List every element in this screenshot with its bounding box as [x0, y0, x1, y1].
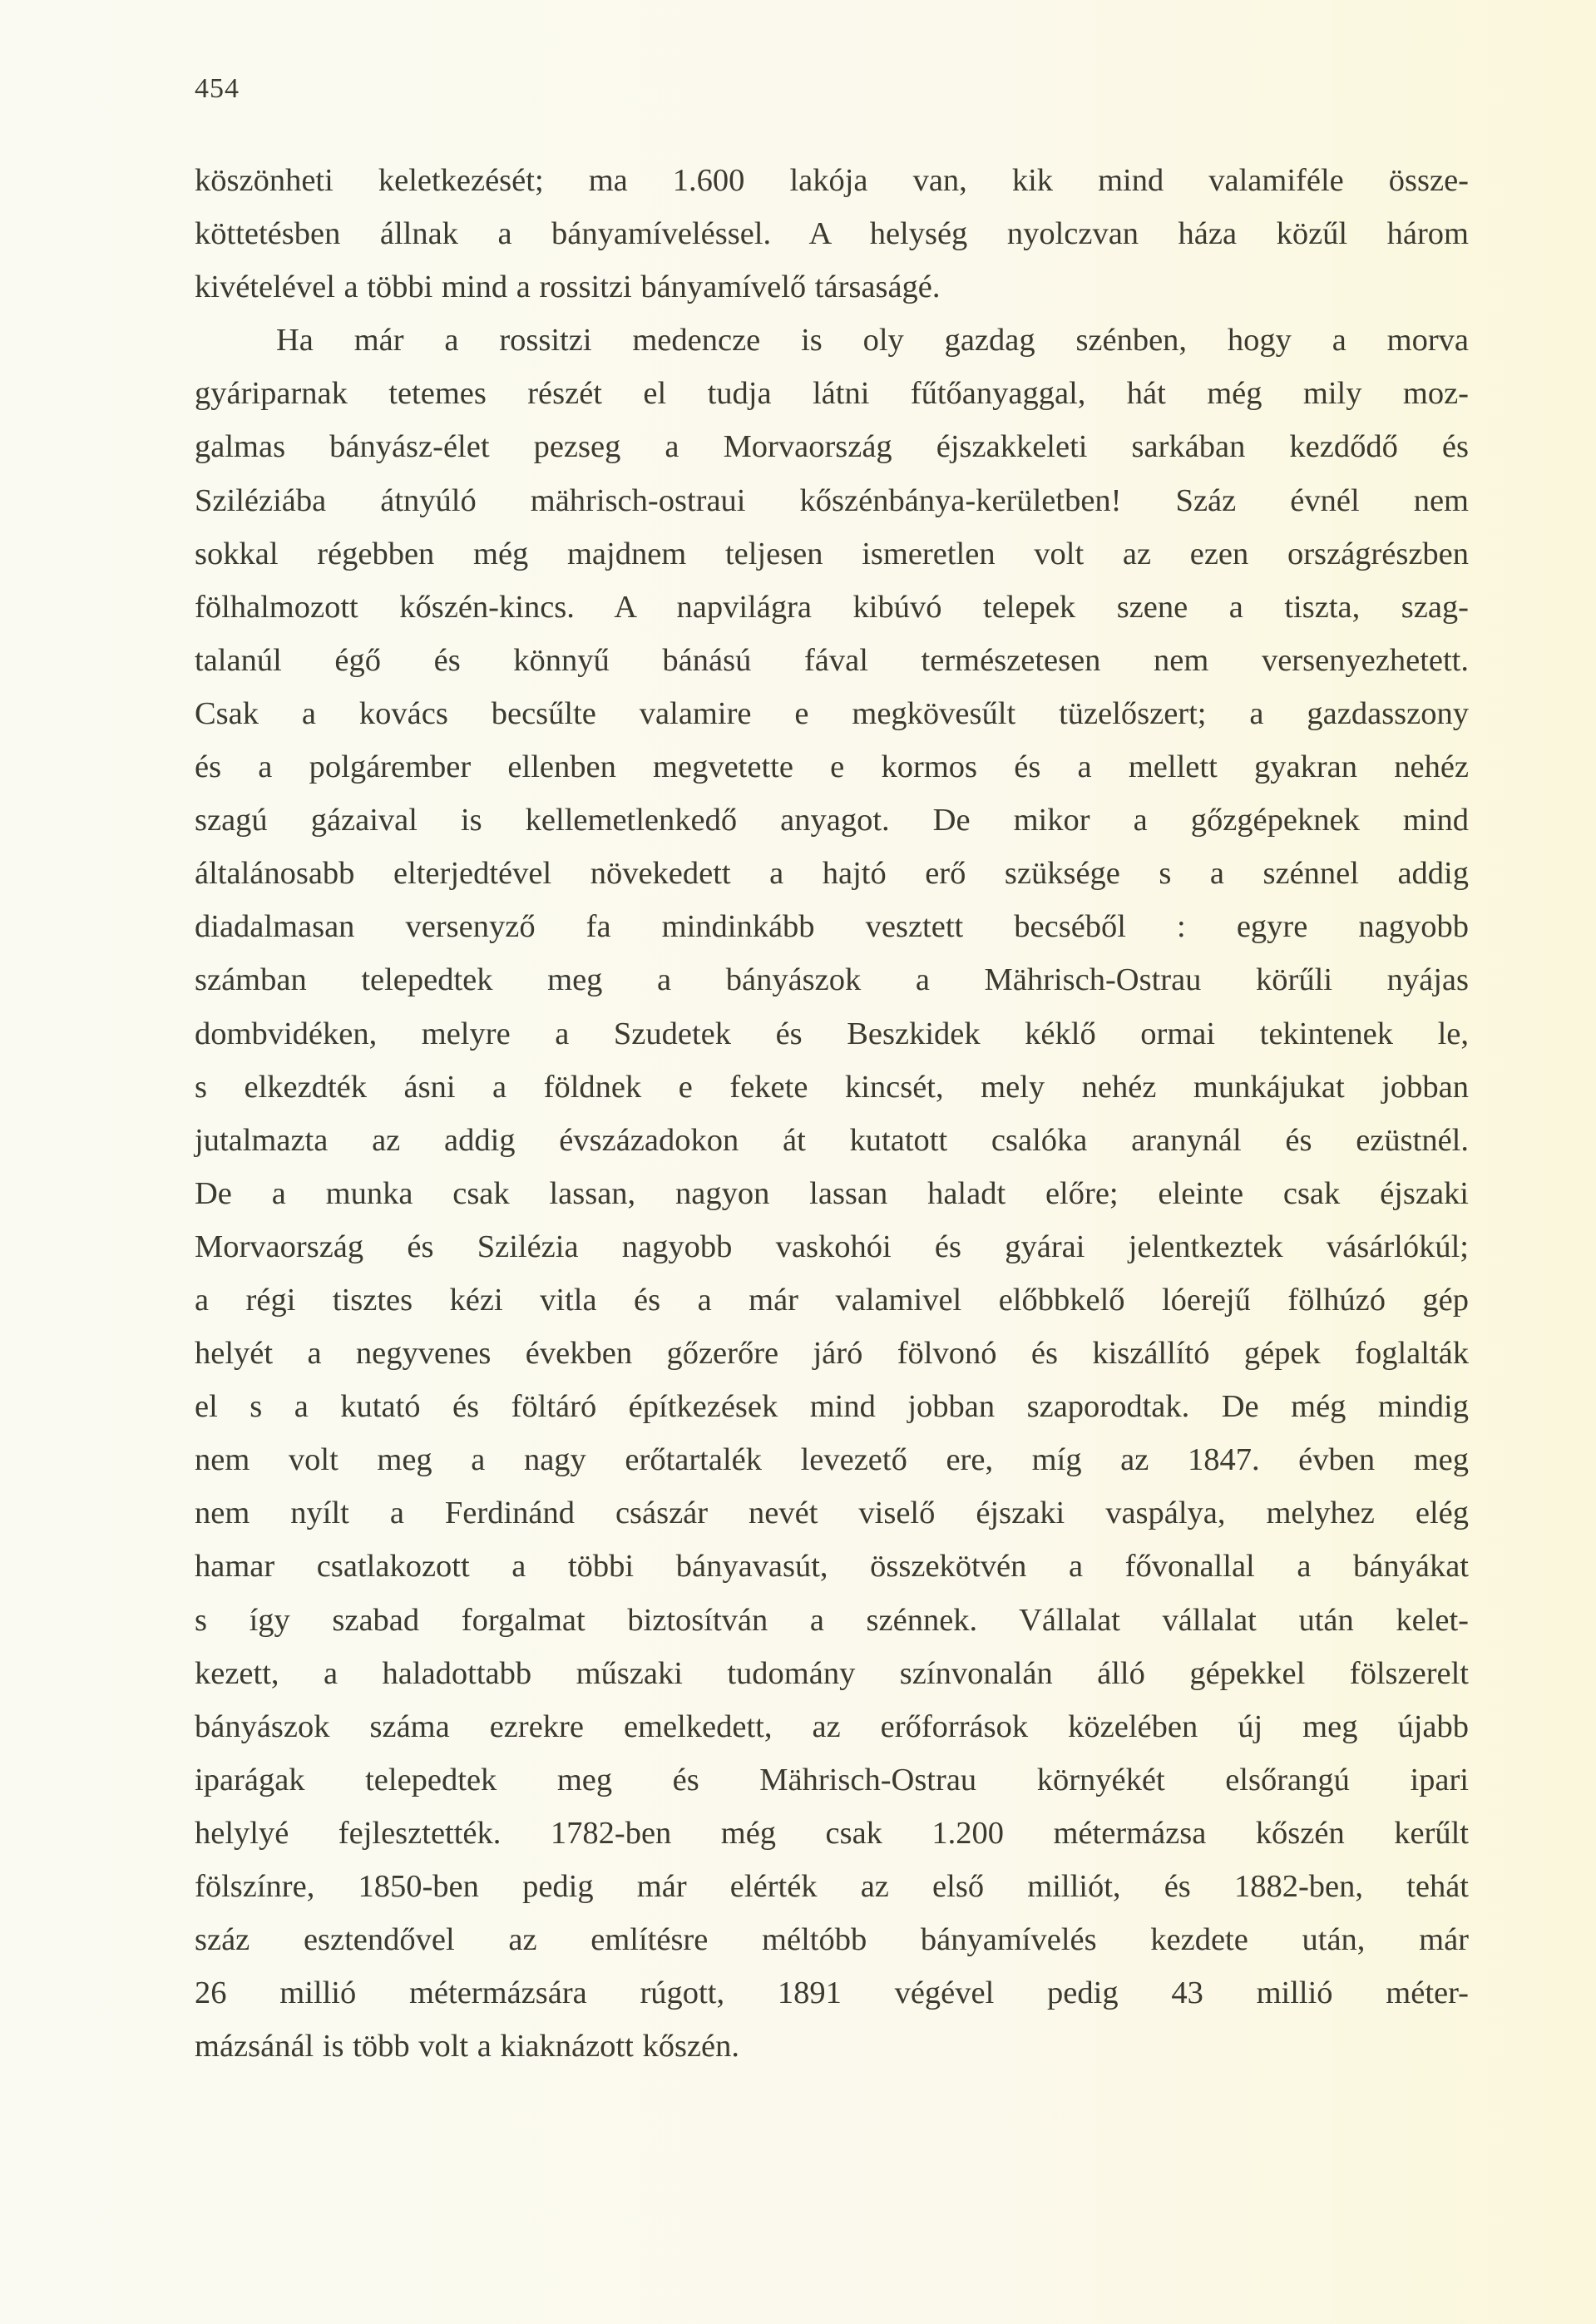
text-line: Sziléziába átnyúló mährisch-ostraui kőszénbánya-kerületben! Száz évnél nem: [195, 482, 1469, 518]
text-line: a régi tisztes kézi vitla és a már valamivel előbbkelő lóerejű fölhúzó gép: [195, 1282, 1469, 1318]
page-number: 454: [195, 73, 240, 104]
text-line: és a polgárember ellenben megvetette e kormos és a mellett gyakran nehéz: [195, 749, 1469, 785]
text-line: Csak a kovács becsűlte valamire e megkövesűlt tüzelőszert; a gazdasszony: [195, 695, 1469, 731]
text-line: el s a kutató és föltáró építkezések mind jobban szaporodtak. De még mindig: [195, 1389, 1469, 1425]
text-line: helylyé fejlesztették. 1782-ben még csak 1.200 métermázsa kőszén kerűlt: [195, 1815, 1469, 1851]
text-line: mázsánál is több volt a kiaknázott kőszén.: [195, 2029, 739, 2064]
text-line: s így szabad forgalmat biztosítván a szénnek. Vállalat vállalat után kelet-: [195, 1602, 1469, 1638]
body-text: [195, 154, 1469, 2073]
text-line: dombvidéken, melyre a Szudetek és Beszkidek kéklő ormai tekintenek le,: [195, 1016, 1469, 1051]
paragraph-start-line: Ha már a rossitzi medencze is oly gazdag szénben, hogy a morva: [276, 323, 1469, 358]
text-line: iparágak telepedtek meg és Mährisch-Ostrau környékét elsőrangú ipari: [195, 1762, 1469, 1797]
text-line: nem volt meg a nagy erőtartalék levezető ere, míg az 1847. évben meg: [195, 1442, 1469, 1478]
text-line: Morvaország és Szilézia nagyobb vaskohói és gyárai jelentkeztek vásárlókúl;: [195, 1229, 1469, 1264]
text-line: s elkezdték ásni a földnek e fekete kincsét, mely nehéz munkájukat jobban: [195, 1069, 1469, 1105]
text-line: nem nyílt a Ferdinánd császár nevét viselő éjszaki vaspálya, melyhez elég: [195, 1496, 1469, 1531]
text-line: hamar csatlakozott a többi bányavasút, összekötvén a fővonallal a bányákat: [195, 1549, 1469, 1585]
text-line: galmas bányász-élet pezseg a Morvaország éjszakkeleti sarkában kezdődő és: [195, 429, 1469, 465]
text-line: fölhalmozott kőszén-kincs. A napvilágra kibúvó telepek szene a tiszta, szag-: [195, 589, 1469, 625]
text-line: diadalmasan versenyző fa mindinkább vesztett becséből : egyre nagyobb: [195, 909, 1469, 945]
text-line: köttetésben állnak a bányamíveléssel. A helység nyolczvan háza közűl három: [195, 216, 1469, 252]
text-line: 26 millió métermázsára rúgott, 1891 végével pedig 43 millió méter-: [195, 1975, 1469, 2011]
text-line: szagú gázaival is kellemetlenkedő anyagot. De mikor a gőzgépeknek mind: [195, 803, 1469, 838]
text-line: általánosabb elterjedtével növekedett a hajtó erő szüksége s a szénnel addig: [195, 856, 1469, 892]
text-line: köszönheti keletkezését; ma 1.600 lakója van, kik mind valamiféle össze-: [195, 163, 1469, 198]
text-line: sokkal régebben még majdnem teljesen ismeretlen volt az ezen országrészben: [195, 536, 1469, 571]
text-line: száz esztendővel az említésre méltóbb bányamívelés kezdete után, már: [195, 1922, 1469, 1958]
text-line: fölszínre, 1850-ben pedig már elérték az első milliót, és 1882-ben, tehát: [195, 1869, 1469, 1904]
text-line: De a munka csak lassan, nagyon lassan haladt előre; eleinte csak éjszaki: [195, 1175, 1469, 1211]
text-line: jutalmazta az addig évszázadokon át kutatott csalóka aranynál és ezüstnél.: [195, 1122, 1469, 1158]
text-line: helyét a negyvenes években gőzerőre járó fölvonó és kiszállító gépek foglalták: [195, 1336, 1469, 1372]
text-line: kivételével a többi mind a rossitzi bányamívelő társaságé.: [195, 269, 941, 305]
text-line: talanúl égő és könnyű bánású fával természetesen nem versenyezhetett.: [195, 642, 1469, 678]
text-line: bányászok száma ezrekre emelkedett, az erőforrások közelében új meg újabb: [195, 1708, 1469, 1744]
text-line: gyáriparnak tetemes részét el tudja látni fűtőanyaggal, hát még mily moz-: [195, 376, 1469, 412]
text-line: kezett, a haladottabb műszaki tudomány színvonalán álló gépekkel fölszerelt: [195, 1655, 1469, 1691]
text-line: számban telepedtek meg a bányászok a Mährisch-Ostrau körűli nyájas: [195, 962, 1469, 998]
